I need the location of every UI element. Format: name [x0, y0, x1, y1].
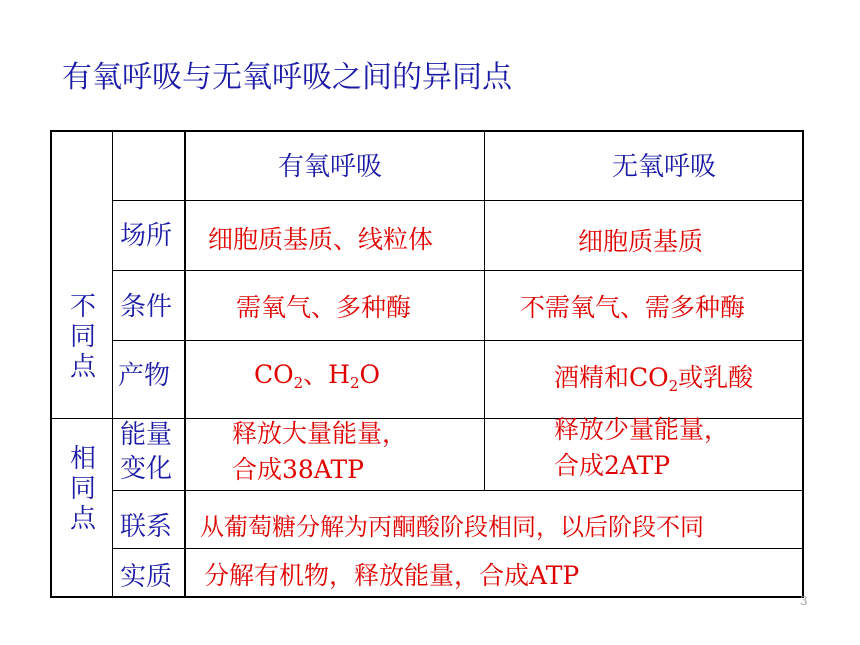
condition-aerobic: 需氧气、多种酶: [236, 293, 412, 322]
product-anaerobic: 酒精和$CO_2$或乳酸: [554, 363, 754, 395]
essence-value: 分解有机物，释放能量，合成ATP: [204, 561, 580, 590]
page-number: 3: [800, 594, 808, 608]
table-divider: [112, 270, 804, 271]
table-divider: [112, 200, 804, 201]
energy-anaerobic: 释放少量能量， 合成2ATP: [554, 415, 730, 480]
energy-aerobic: 释放大量能量， 合成38ATP: [232, 419, 408, 484]
header-anaerobic: 无氧呼吸: [612, 152, 717, 182]
row-label-connection: 联系: [120, 512, 173, 542]
row-label-condition: 条件: [120, 292, 173, 322]
condition-anaerobic: 不需氧气、需多种酶: [520, 293, 746, 322]
connection-value: 从葡萄糖分解为丙酮酸阶段相同，以后阶段不同: [200, 513, 704, 541]
product-aerobic: $CO_2$、$H_2O$: [254, 360, 381, 392]
row-label-location: 场所: [120, 221, 173, 251]
table-divider: [484, 130, 485, 490]
location-anaerobic: 细胞质基质: [578, 227, 704, 256]
row-label-product: 产物: [118, 361, 171, 391]
row-label-essence: 实质: [120, 562, 173, 592]
location-aerobic: 细胞质基质、线粒体: [208, 225, 434, 254]
table-divider: [112, 548, 804, 549]
table-divider: [112, 340, 804, 341]
group-label-similarities: 相 同 点: [69, 444, 96, 534]
table-divider: [112, 490, 804, 491]
row-label-energy: 能量 变化: [120, 420, 173, 484]
header-aerobic: 有氧呼吸: [278, 152, 383, 182]
page-title: 有氧呼吸与无氧呼吸之间的异同点: [62, 60, 512, 95]
group-label-differences: 不 同 点: [69, 292, 96, 382]
